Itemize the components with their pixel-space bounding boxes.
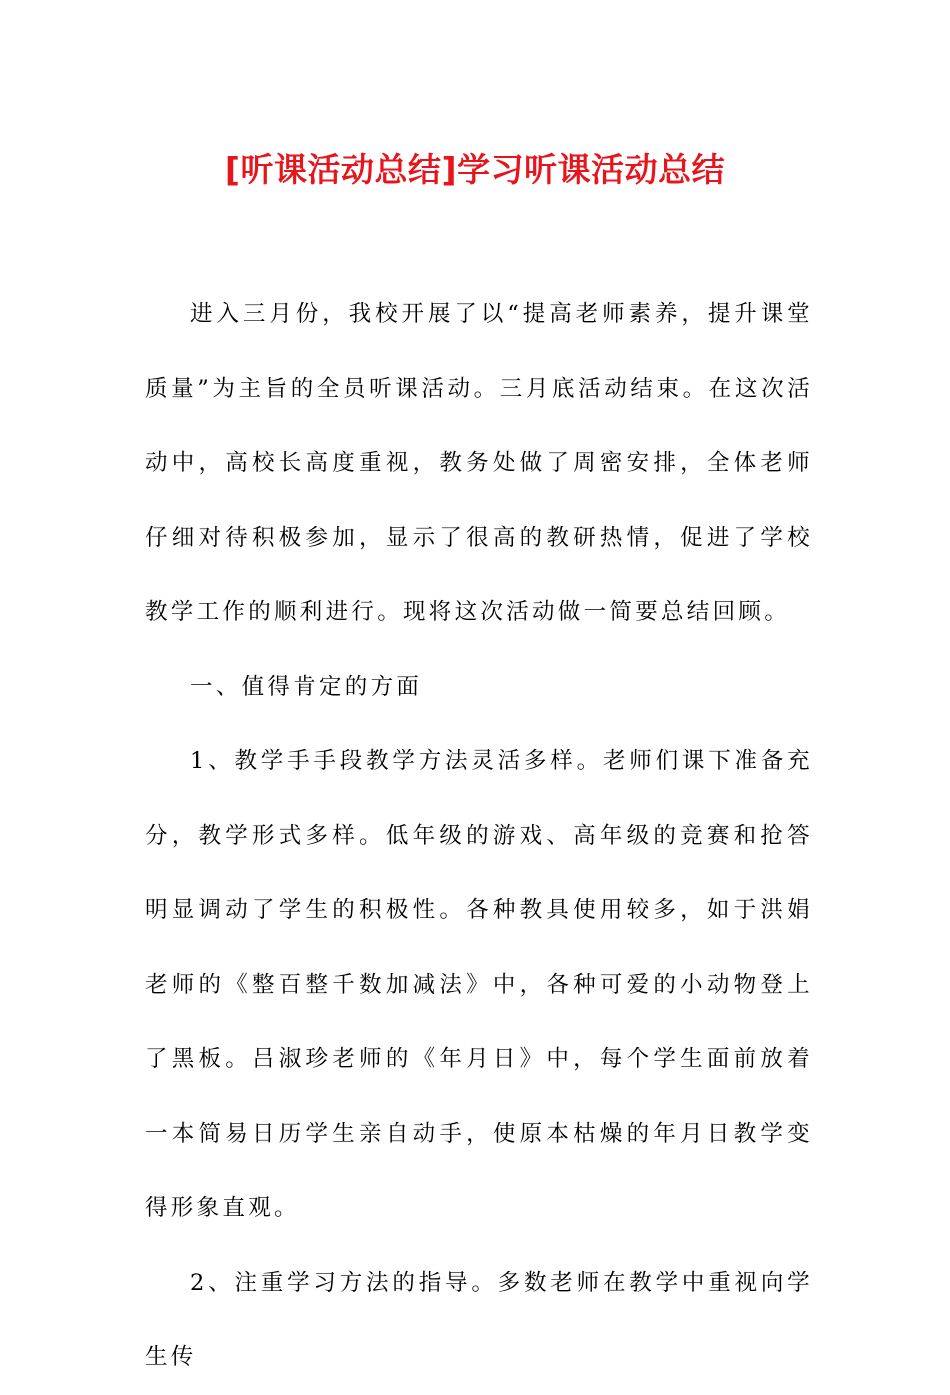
paragraph-point-2: 2、注重学习方法的指导。多数老师在教学中重视向学生传: [145, 1269, 813, 1370]
paragraph-intro: 进入三月份，我校开展了以“提高老师素养，提升课堂质量”为主旨的全员听课活动。三月底活动结束。在这次活动中，高校长高度重视，教务处做了周密安排，全体老师仔细对待积极参加，显示了很高的教研热情，促进了学校教学工作的顺利进行。现将这次活动做一简要总结回顾。: [145, 301, 813, 625]
section-heading: 一、值得肯定的方面: [190, 673, 423, 700]
document-body: [145, 277, 813, 1395]
paragraph-point-1: 1、教学手手段教学方法灵活多样。老师们课下准备充分，教学形式多样。低年级的游戏、高年级的竞赛和抢答明显调动了学生的积极性。各种教具使用较多，如于洪娟老师的《整百整千数加减法》中，各种可爱的小动物登上了黑板。吕淑珍老师的《年月日》中，每个学生面前放着一本简易日历学生亲自动手，使原本枯燥的年月日教学变得形象直观。: [145, 748, 813, 1221]
document-title: [听课活动总结]学习听课活动总结: [224, 150, 726, 189]
